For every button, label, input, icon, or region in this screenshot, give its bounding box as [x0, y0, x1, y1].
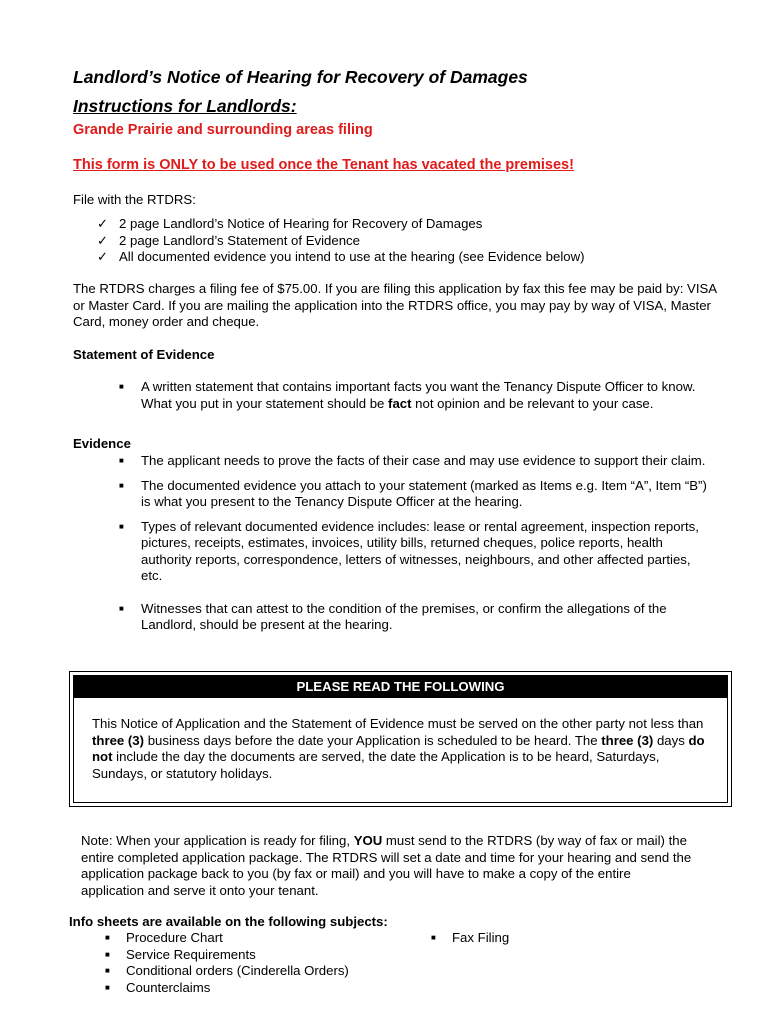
list-item: ■ The applicant needs to prove the facts of their case and may use evidence to support their claim. — [119, 453, 706, 468]
square-bullet-icon: ■ — [119, 521, 124, 531]
list-item: ■ Procedure Chart — [105, 930, 223, 945]
check-mark-icon: ✓ — [97, 232, 109, 248]
fee-paragraph: The RTDRS charges a filing fee of $75.00. If you are filing this application by fax this fee may be paid by: VISA or Master Card. If you are mailing the application into the RTDRS office, you may pay by way of VISA, Master Card, money order and cheque. — [73, 281, 717, 329]
square-bullet-icon: ■ — [105, 982, 110, 992]
check-mark-icon: ✓ — [97, 249, 109, 264]
info-sheets-heading: Info sheets are available on the following subjects: — [69, 914, 388, 929]
square-bullet-icon: ■ — [105, 933, 110, 942]
list-item: ■ The documented evidence you attach to your statement (marked as Items e.g. Item “A”, Item “B”) is what you present to the Tenancy Dispute Officer at the hearing. — [119, 477, 707, 509]
warning-text: This form is ONLY to be used once the Tenant has vacated the premises! — [73, 157, 574, 173]
statement-list — [73, 379, 728, 412]
list-item: ✓ 2 page Landlord’s Statement of Evidence — [97, 232, 360, 248]
info-sheets-list-2 — [431, 930, 652, 947]
location-subheading: Grande Prairie and surrounding areas filing — [73, 122, 373, 138]
list-item: ■ Conditional orders (Cinderella Orders) — [105, 963, 349, 978]
file-with-list — [73, 216, 723, 266]
notice-box-heading: PLEASE READ THE FOLLOWING — [74, 676, 727, 698]
list-item: ✓ 2 page Landlord’s Notice of Hearing for Recovery of Damages — [97, 216, 483, 231]
square-bullet-icon: ■ — [119, 603, 124, 613]
square-bullet-icon: ■ — [431, 933, 436, 942]
square-bullet-icon: ■ — [105, 949, 110, 959]
list-item: ✓ All documented evidence you intend to use at the hearing (see Evidence below) — [97, 249, 585, 264]
instructions-heading: Instructions for Landlords: — [73, 96, 297, 116]
square-bullet-icon: ■ — [119, 382, 124, 391]
list-item: ■ Fax Filing — [431, 930, 510, 945]
evidence-list — [73, 453, 713, 634]
note-paragraph: Note: When your application is ready for filing, YOU must send to the RTDRS (by way of fax or mail) the entire completed application package. The RTDRS will set a date and time for your hearing and send the application package back to you (by fax or mail) and you will have to make a copy of the entire application and serve it onto your tenant. — [81, 833, 692, 898]
list-item: ■ Witnesses that can attest to the condition of the premises, or confirm the allegations of the Landlord, should be present at the hearing. — [119, 600, 667, 632]
square-bullet-icon: ■ — [119, 480, 124, 490]
notice-box — [69, 671, 732, 807]
list-item: ■ Types of relevant documented evidence includes: lease or rental agreement, inspection reports, pictures, receipts, estimates, invoices, utility bills, returned cheques, police reports, health authority reports, correspondence, letters of witnesses, neighbours, and other affected parties, etc. — [119, 518, 699, 583]
square-bullet-icon: ■ — [105, 966, 110, 975]
evidence-heading: Evidence — [73, 436, 131, 451]
document-title: Landlord’s Notice of Hearing for Recovery of Damages — [73, 67, 528, 87]
check-mark-icon: ✓ — [97, 216, 109, 231]
statement-heading: Statement of Evidence — [73, 347, 215, 362]
notice-box-inner — [73, 675, 728, 803]
notice-box-text: This Notice of Application and the Statement of Evidence must be served on the other party not less than three (3) business days before the date your Application is scheduled to be heard. The three (3) days do not include the day the documents are served, the date the Application is to be heard, Saturdays, Sundays, or statutory holidays. — [92, 716, 705, 781]
list-item: ■ A written statement that contains important facts you want the Tenancy Dispute Officer to know. What you put in your statement should be fact not opinion and be relevant to your case. — [119, 379, 696, 411]
list-item: ■ Service Requirements — [105, 946, 256, 962]
file-with-intro: File with the RTDRS: — [73, 192, 196, 207]
square-bullet-icon: ■ — [119, 456, 124, 465]
list-item: ■ Counterclaims — [105, 979, 211, 995]
info-sheets-list — [105, 930, 416, 996]
